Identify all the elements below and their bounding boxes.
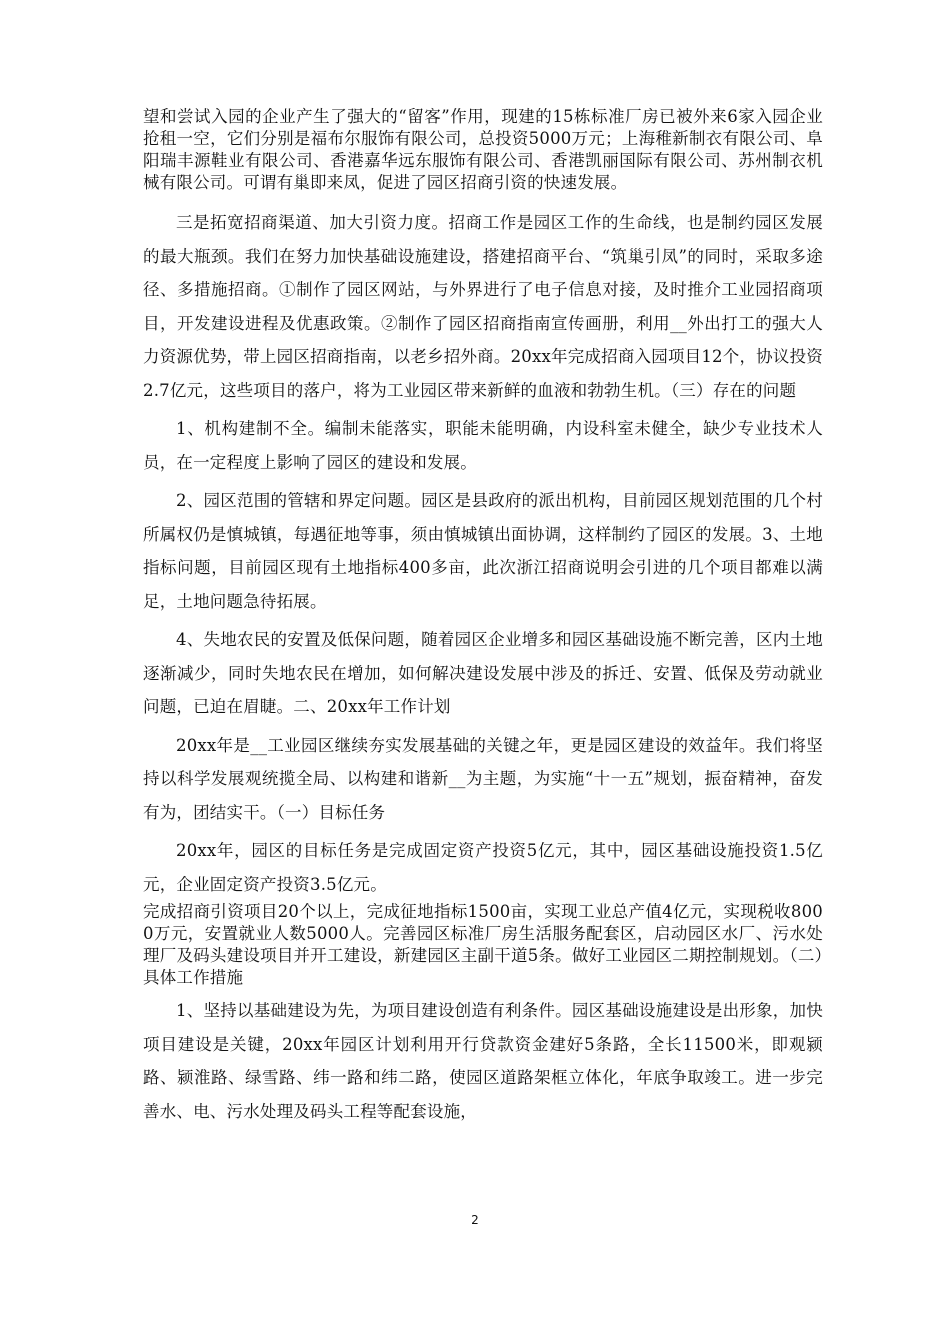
paragraph-issue-resettlement: 4、失地农民的安置及低保问题，随着园区企业增多和园区基础设施不断完善，区内土地逐渐减少，同时失地农民在增加，如何解决建设发展中涉及的拆迁、安置、低保及劳动就业问题，已迫在眉睫。二、20xx年工作计划 — [143, 630, 823, 716]
paragraph-continuation: 望和尝试入园的企业产生了强大的“留客”作用，现建的15栋标准厂房已被外来6家入园企业抢租一空，它们分别是福布尔服饰有限公司，总投资5000万元；上海稚新制衣有限公司、阜阳瑞丰源鞋业有限公司、香港嘉华远东服饰有限公司、香港凯丽国际有限公司、苏州制衣机械有限公司。可谓有巢即来凤，促进了园区招商引资的快速发展。 — [143, 107, 823, 192]
paragraph-work-plan: 20xx年是__工业园区继续夯实发展基础的关键之年，更是园区建设的效益年。我们将坚持以科学发展观统揽全局、以构建和谐新__为主题，为实施“十一五”规划，振奋精神，奋发有为，团结实干。（一）目标任务 — [143, 735, 823, 822]
paragraph-investment-channels: 三是拓宽招商渠道、加大引资力度。招商工作是园区工作的生命线，也是制约园区发展的最大瓶颈。我们在努力加快基础设施建设，搭建招商平台、“筑巢引凤”的同时，采取多途径、多措施招商。①制作了园区网站，与外界进行了电子信息对接，及时推介工业园招商项目，开发建设进程及优惠政策。②制作了园区招商指南宣传画册，利用__外出打工的强大人力资源优势，带上园区招商指南，以老乡招外商。20xx年完成招商入园项目12个，协议投资2.7亿元，这些项目的落户，将为工业园区带来新鲜的血液和勃勃生机。（三）存在的问题 — [143, 213, 823, 400]
paragraph-targets: 20xx年，园区的目标任务是完成固定资产投资5亿元，其中，园区基础设施投资1.5亿元，企业固定资产投资3.5亿元。 — [143, 841, 823, 894]
paragraph-targets-continued: 完成招商引资项目20个以上，完成征地指标1500亩，实现工业总产值4亿元，实现税收8000万元，安置就业人数5000人。完善园区标准厂房生活服务配套区，启动园区水厂、污水处理厂及码头建设项目并开工建设，新建园区主副干道5条。做好工业园区二期控制规划。（二）具体工作措施 — [143, 902, 823, 987]
page-number: 2 — [471, 1213, 479, 1227]
paragraph-issue-organization: 1、机构建制不全。编制未能落实，职能未能明确，内设科室未健全，缺少专业技术人员，在一定程度上影响了园区的建设和发展。 — [143, 419, 823, 472]
paragraph-issue-jurisdiction: 2、园区范围的管辖和界定问题。园区是县政府的派出机构，目前园区规划范围的几个村所属权仍是慎城镇，每遇征地等事，须由慎城镇出面协调，这样制约了园区的发展。3、土地指标问题，目前园区现有土地指标400多亩，此次浙江招商说明会引进的几个项目都难以满足，土地问题急待拓展。 — [143, 491, 823, 611]
paragraph-measures-infrastructure: 1、坚持以基础建设为先，为项目建设创造有利条件。园区基础设施建设是出形象，加快项目建设是关键，20xx年园区计划利用开行贷款资金建好5条路，全长11500米，即观颍路、颍淮路、绿雪路、纬一路和纬二路，使园区道路架框立体化，年底争取竣工。进一步完善水、电、污水处理及码头工程等配套设施， — [143, 1001, 823, 1121]
document-body — [143, 106, 823, 1128]
